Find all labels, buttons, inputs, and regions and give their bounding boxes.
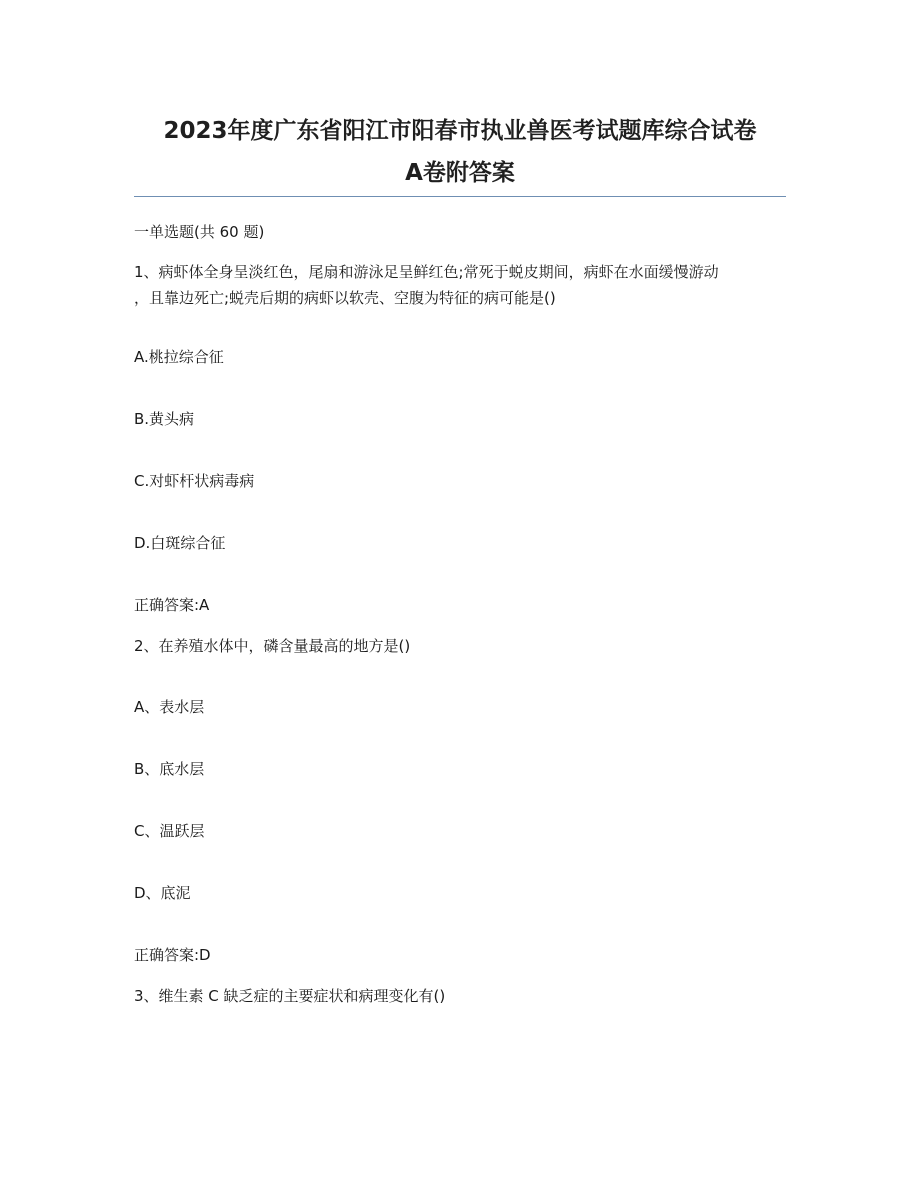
question-2-option-a: A、表水层: [134, 698, 205, 716]
question-2-option-c: C、温跃层: [134, 822, 205, 840]
question-1-option-b: B.黄头病: [134, 410, 195, 428]
question-2-stem: 2、在养殖水体中，磷含量最高的地方是(): [134, 637, 411, 655]
document-title-line1: 2023年度广东省阳江市阳春市执业兽医考试题库综合试卷: [163, 118, 757, 144]
question-1-stem-line2: ，且靠边死亡;蜕壳后期的病虾以软壳、空腹为特征的病可能是(): [134, 289, 556, 307]
section-heading: 一单选题(共 60 题): [134, 223, 265, 241]
question-2-answer: 正确答案:D: [134, 946, 211, 964]
question-1-stem-line1: 1、病虾体全身呈淡红色，尾扇和游泳足呈鲜红色;常死于蜕皮期间，病虾在水面缓慢游动: [134, 263, 719, 281]
question-2-option-b: B、底水层: [134, 760, 205, 778]
title-divider: [134, 196, 786, 197]
question-2-option-d: D、底泥: [134, 884, 191, 902]
document-title-line2: A卷附答案: [405, 160, 515, 186]
question-3-stem: 3、维生素 C 缺乏症的主要症状和病理变化有(): [134, 987, 446, 1005]
question-1-option-a: A.桃拉综合征: [134, 348, 224, 366]
question-1-option-d: D.白斑综合征: [134, 534, 226, 552]
question-1-answer: 正确答案:A: [134, 596, 210, 614]
question-1-option-c: C.对虾杆状病毒病: [134, 472, 255, 490]
